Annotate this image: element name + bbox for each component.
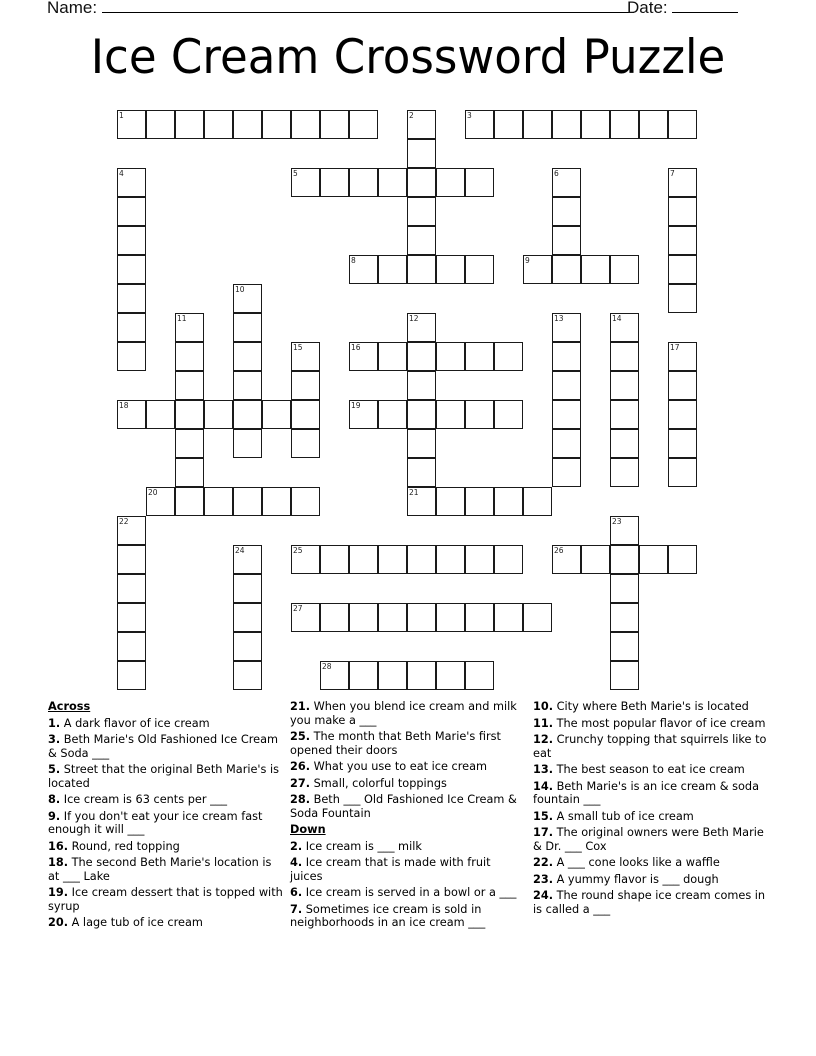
down-heading: Down xyxy=(290,823,326,836)
grid-cell[interactable] xyxy=(523,487,552,516)
grid-cell[interactable] xyxy=(407,313,436,342)
clue-item xyxy=(533,717,769,731)
grid-cell[interactable] xyxy=(436,661,465,690)
grid-cell[interactable] xyxy=(233,313,262,342)
grid-cell[interactable] xyxy=(668,168,697,197)
grid-cell[interactable] xyxy=(436,400,465,429)
clue-item xyxy=(290,760,526,774)
clue-item-text: Round, red topping xyxy=(68,839,180,853)
grid-cell[interactable] xyxy=(291,371,320,400)
grid-cell[interactable] xyxy=(117,284,146,313)
clue-number: 11 xyxy=(177,314,187,323)
clue-item-text: Beth Marie's Old Fashioned Ice Cream & Soda ___ xyxy=(48,733,279,760)
grid-cell[interactable] xyxy=(465,487,494,516)
grid-cell[interactable] xyxy=(494,400,523,429)
grid-cell[interactable] xyxy=(668,342,697,371)
grid-cell[interactable] xyxy=(320,603,349,632)
grid-cell[interactable] xyxy=(610,632,639,661)
across-clues-part2 xyxy=(290,700,526,820)
grid-cell[interactable] xyxy=(175,371,204,400)
clue-item-number: 1. xyxy=(48,716,61,730)
clue-item-text: The original owners were Beth Marie & Dr. ___ Cox xyxy=(533,826,764,853)
grid-cell[interactable] xyxy=(465,255,494,284)
grid-cell[interactable] xyxy=(233,487,262,516)
grid-cell[interactable] xyxy=(117,400,146,429)
clue-item-number: 26. xyxy=(290,760,311,773)
grid-cell[interactable] xyxy=(407,139,436,168)
clue-number: 13 xyxy=(554,314,564,323)
grid-cell[interactable] xyxy=(552,545,581,574)
grid-cell[interactable] xyxy=(610,110,639,139)
clue-number: 14 xyxy=(612,314,622,323)
clue-item xyxy=(48,856,284,883)
grid-cell[interactable] xyxy=(117,574,146,603)
grid-cell[interactable] xyxy=(349,110,378,139)
grid-cell[interactable] xyxy=(494,342,523,371)
grid-cell[interactable] xyxy=(262,110,291,139)
grid-cell[interactable] xyxy=(117,110,146,139)
clue-item xyxy=(533,733,769,760)
grid-cell[interactable] xyxy=(233,603,262,632)
grid-cell[interactable] xyxy=(291,342,320,371)
clue-number: 20 xyxy=(148,488,158,497)
grid-cell[interactable] xyxy=(552,197,581,226)
grid-cell[interactable] xyxy=(117,342,146,371)
grid-cell[interactable] xyxy=(204,110,233,139)
grid-cell[interactable] xyxy=(552,371,581,400)
clue-number: 2 xyxy=(409,111,414,120)
grid-cell[interactable] xyxy=(262,487,291,516)
grid-cell[interactable] xyxy=(668,226,697,255)
grid-cell[interactable] xyxy=(552,226,581,255)
grid-cell[interactable] xyxy=(175,110,204,139)
grid-cell[interactable] xyxy=(639,545,668,574)
grid-cell[interactable] xyxy=(610,313,639,342)
clue-item-number: 5. xyxy=(48,763,61,776)
grid-cell[interactable] xyxy=(523,603,552,632)
grid-cell[interactable] xyxy=(349,661,378,690)
grid-cell[interactable] xyxy=(668,255,697,284)
clue-item-text: Beth Marie's is an ice cream & soda fountain ___ xyxy=(533,779,760,806)
grid-cell[interactable] xyxy=(494,603,523,632)
grid-cell[interactable] xyxy=(407,197,436,226)
grid-cell[interactable] xyxy=(581,255,610,284)
grid-cell[interactable] xyxy=(233,284,262,313)
down-clues-part1 xyxy=(290,840,526,930)
page-title: Ice Cream Crossword Puzzle xyxy=(90,30,726,85)
grid-cell[interactable] xyxy=(610,255,639,284)
clue-number: 10 xyxy=(235,285,245,294)
date-label: Date: xyxy=(627,0,668,17)
grid-cell[interactable] xyxy=(291,487,320,516)
clue-number: 28 xyxy=(322,662,332,671)
grid-cell[interactable] xyxy=(117,226,146,255)
clue-number: 27 xyxy=(293,604,303,613)
clue-item-number: 15. xyxy=(533,809,554,823)
clue-item-number: 13. xyxy=(533,763,554,776)
clue-number: 21 xyxy=(409,488,419,497)
clue-item-text: Ice cream dessert that is topped with syrup xyxy=(48,886,283,913)
clue-item-number: 25. xyxy=(290,730,311,743)
grid-cell[interactable] xyxy=(465,342,494,371)
clue-item-number: 12. xyxy=(533,733,554,746)
grid-cell[interactable] xyxy=(465,545,494,574)
clues-column-3 xyxy=(533,700,769,919)
grid-cell[interactable] xyxy=(349,255,378,284)
grid-cell[interactable] xyxy=(407,400,436,429)
clue-item-number: 27. xyxy=(290,776,311,790)
clue-item xyxy=(48,793,284,807)
grid-cell[interactable] xyxy=(581,110,610,139)
grid-cell[interactable] xyxy=(610,429,639,458)
clue-number: 7 xyxy=(670,169,675,178)
clue-item-number: 17. xyxy=(533,826,554,839)
clue-number: 19 xyxy=(351,401,361,410)
clue-number: 12 xyxy=(409,314,419,323)
grid-cell[interactable] xyxy=(610,603,639,632)
clue-item-text: Ice cream is ___ milk xyxy=(302,839,422,853)
clue-item-text: Beth ___ Old Fashioned Ice Cream & Soda Fountain xyxy=(290,793,517,820)
clue-item-text: The month that Beth Marie's first opened their doors xyxy=(290,730,501,757)
grid-cell[interactable] xyxy=(523,255,552,284)
grid-cell[interactable] xyxy=(407,603,436,632)
date-blank[interactable] xyxy=(672,0,738,13)
grid-cell[interactable] xyxy=(465,168,494,197)
clue-item-number: 23. xyxy=(533,872,554,886)
grid-cell[interactable] xyxy=(436,545,465,574)
clue-number: 18 xyxy=(119,401,129,410)
date-field[interactable] xyxy=(627,0,738,18)
grid-cell[interactable] xyxy=(262,400,291,429)
clue-item-number: 19. xyxy=(48,886,69,899)
clue-item-number: 4. xyxy=(290,856,303,869)
clue-item-text: Ice cream that is made with fruit juices xyxy=(290,856,491,883)
clue-number: 24 xyxy=(235,546,245,555)
grid-cell[interactable] xyxy=(175,342,204,371)
clue-item-text: A dark flavor of ice cream xyxy=(60,716,210,730)
grid-cell[interactable] xyxy=(552,458,581,487)
grid-cell[interactable] xyxy=(175,458,204,487)
grid-cell[interactable] xyxy=(233,574,262,603)
clue-item-number: 20. xyxy=(48,916,69,929)
grid-cell[interactable] xyxy=(320,168,349,197)
grid-cell[interactable] xyxy=(349,168,378,197)
grid-cell[interactable] xyxy=(668,197,697,226)
clue-item-text: If you don't eat your ice cream fast enough it will ___ xyxy=(48,809,263,836)
clue-item xyxy=(533,763,769,777)
grid-cell[interactable] xyxy=(233,110,262,139)
grid-cell[interactable] xyxy=(610,661,639,690)
grid-cell[interactable] xyxy=(668,458,697,487)
clue-item-text: Crunchy topping that squirrels like to eat xyxy=(533,733,767,760)
grid-cell[interactable] xyxy=(378,168,407,197)
clue-item-text: The best season to eat ice cream xyxy=(553,763,745,776)
grid-cell[interactable] xyxy=(436,342,465,371)
clue-number: 4 xyxy=(119,169,124,178)
clue-item-text: When you blend ice cream and milk you make a ___ xyxy=(290,700,517,727)
clue-item-text: The round shape ice cream comes in is called a ___ xyxy=(533,889,766,916)
grid-cell[interactable] xyxy=(291,429,320,458)
grid-cell[interactable] xyxy=(233,400,262,429)
grid-cell[interactable] xyxy=(668,284,697,313)
grid-cell[interactable] xyxy=(407,487,436,516)
grid-cell[interactable] xyxy=(378,545,407,574)
clue-number: 25 xyxy=(293,546,303,555)
grid-cell[interactable] xyxy=(552,429,581,458)
clues-column-2 xyxy=(290,700,526,933)
clue-item-text: Sometimes ice cream is sold in neighborhoods in an ice cream ___ xyxy=(290,902,486,929)
grid-cell[interactable] xyxy=(320,661,349,690)
clue-item xyxy=(290,886,526,900)
grid-cell[interactable] xyxy=(233,371,262,400)
grid-cell[interactable] xyxy=(552,255,581,284)
grid-cell[interactable] xyxy=(233,429,262,458)
grid-cell[interactable] xyxy=(494,545,523,574)
grid-cell[interactable] xyxy=(610,545,639,574)
grid-cell[interactable] xyxy=(436,168,465,197)
grid-cell[interactable] xyxy=(378,603,407,632)
clue-number: 17 xyxy=(670,343,680,352)
grid-cell[interactable] xyxy=(639,110,668,139)
grid-cell[interactable] xyxy=(436,255,465,284)
grid-cell[interactable] xyxy=(291,110,320,139)
clue-number: 22 xyxy=(119,517,129,526)
grid-cell[interactable] xyxy=(146,400,175,429)
clue-number: 16 xyxy=(351,343,361,352)
grid-cell[interactable] xyxy=(668,429,697,458)
clue-number: 15 xyxy=(293,343,303,352)
grid-cell[interactable] xyxy=(233,545,262,574)
clue-item-text: A ___ cone looks like a waffle xyxy=(553,856,720,869)
grid-cell[interactable] xyxy=(407,661,436,690)
clue-item xyxy=(290,840,526,854)
clue-item-text: The most popular flavor of ice cream xyxy=(553,716,766,730)
clue-item-text: Ice cream is served in a bowl or a ___ xyxy=(302,886,517,899)
clue-item xyxy=(290,903,526,930)
clue-item-number: 7. xyxy=(290,902,303,916)
grid-cell[interactable] xyxy=(175,487,204,516)
grid-cell[interactable] xyxy=(610,371,639,400)
grid-cell[interactable] xyxy=(494,487,523,516)
down-clues-part2 xyxy=(533,700,769,916)
clue-number: 8 xyxy=(351,256,356,265)
grid-cell[interactable] xyxy=(175,313,204,342)
clue-item xyxy=(48,763,284,790)
clue-item xyxy=(290,700,526,727)
clue-item-number: 28. xyxy=(290,793,311,806)
clue-item xyxy=(290,856,526,883)
grid-cell[interactable] xyxy=(117,661,146,690)
clue-item-number: 21. xyxy=(290,700,311,713)
clue-item-number: 24. xyxy=(533,889,554,902)
grid-cell[interactable] xyxy=(552,168,581,197)
clue-item xyxy=(290,777,526,791)
grid-cell[interactable] xyxy=(610,400,639,429)
clue-item-number: 8. xyxy=(48,793,61,806)
clue-item-number: 22. xyxy=(533,856,554,869)
clue-item-number: 16. xyxy=(48,839,69,853)
across-heading: Across xyxy=(48,700,91,713)
clue-item-number: 3. xyxy=(48,733,61,746)
grid-cell[interactable] xyxy=(349,342,378,371)
grid-cell[interactable] xyxy=(668,110,697,139)
grid-cell[interactable] xyxy=(378,255,407,284)
grid-cell[interactable] xyxy=(581,545,610,574)
clue-number: 5 xyxy=(293,169,298,178)
name-field[interactable] xyxy=(47,0,634,18)
grid-cell[interactable] xyxy=(291,603,320,632)
grid-cell[interactable] xyxy=(465,110,494,139)
grid-cell[interactable] xyxy=(668,545,697,574)
grid-cell[interactable] xyxy=(407,342,436,371)
name-label: Name: xyxy=(47,0,98,17)
grid-cell[interactable] xyxy=(117,313,146,342)
clue-item-number: 18. xyxy=(48,856,69,869)
grid-cell[interactable] xyxy=(291,400,320,429)
grid-cell[interactable] xyxy=(407,110,436,139)
grid-cell[interactable] xyxy=(349,545,378,574)
grid-cell[interactable] xyxy=(552,342,581,371)
clue-item-text: Small, colorful toppings xyxy=(310,776,447,790)
grid-cell[interactable] xyxy=(117,603,146,632)
clue-item xyxy=(48,840,284,854)
grid-cell[interactable] xyxy=(291,545,320,574)
grid-cell[interactable] xyxy=(175,400,204,429)
grid-cell[interactable] xyxy=(378,400,407,429)
clue-item-text: City where Beth Marie's is located xyxy=(553,700,749,713)
clue-item xyxy=(533,700,769,714)
grid-cell[interactable] xyxy=(117,197,146,226)
clue-item xyxy=(48,717,284,731)
grid-cell[interactable] xyxy=(610,516,639,545)
clue-item xyxy=(533,810,769,824)
clue-item xyxy=(48,916,284,930)
grid-cell[interactable] xyxy=(610,342,639,371)
grid-cell[interactable] xyxy=(552,400,581,429)
grid-cell[interactable] xyxy=(407,226,436,255)
clue-item xyxy=(533,889,769,916)
clue-item-text: Street that the original Beth Marie's is located xyxy=(48,763,280,790)
grid-cell[interactable] xyxy=(407,458,436,487)
grid-cell[interactable] xyxy=(117,255,146,284)
grid-cell[interactable] xyxy=(146,110,175,139)
clue-item-number: 6. xyxy=(290,886,303,899)
grid-cell[interactable] xyxy=(117,545,146,574)
grid-cell[interactable] xyxy=(668,371,697,400)
grid-cell[interactable] xyxy=(436,487,465,516)
clue-item xyxy=(48,810,284,837)
grid-cell[interactable] xyxy=(465,661,494,690)
grid-cell[interactable] xyxy=(552,110,581,139)
grid-cell[interactable] xyxy=(407,429,436,458)
grid-cell[interactable] xyxy=(117,632,146,661)
clue-item xyxy=(533,780,769,807)
clues-column-1 xyxy=(48,700,284,933)
grid-cell[interactable] xyxy=(378,342,407,371)
name-blank[interactable] xyxy=(102,0,634,13)
clue-item xyxy=(533,826,769,853)
grid-cell[interactable] xyxy=(233,632,262,661)
grid-cell[interactable] xyxy=(320,545,349,574)
grid-cell[interactable] xyxy=(407,371,436,400)
grid-cell[interactable] xyxy=(146,487,175,516)
clue-number: 6 xyxy=(554,169,559,178)
grid-cell[interactable] xyxy=(494,110,523,139)
clue-number: 9 xyxy=(525,256,530,265)
clue-item-number: 10. xyxy=(533,700,554,713)
grid-cell[interactable] xyxy=(610,458,639,487)
clue-item-number: 9. xyxy=(48,809,61,823)
clue-item-number: 14. xyxy=(533,779,554,793)
grid-cell[interactable] xyxy=(552,313,581,342)
grid-cell[interactable] xyxy=(204,487,233,516)
clue-item-number: 2. xyxy=(290,839,303,853)
grid-cell[interactable] xyxy=(465,400,494,429)
grid-cell[interactable] xyxy=(320,110,349,139)
clue-item xyxy=(533,856,769,870)
grid-cell[interactable] xyxy=(349,603,378,632)
clue-number: 3 xyxy=(467,111,472,120)
clue-item-number: 11. xyxy=(533,716,554,730)
clue-item-text: The second Beth Marie's location is at ___ Lake xyxy=(48,856,272,883)
clue-number: 26 xyxy=(554,546,564,555)
clue-item-text: A small tub of ice cream xyxy=(553,809,694,823)
clue-number: 1 xyxy=(119,111,124,120)
grid-cell[interactable] xyxy=(436,603,465,632)
clue-item-text: What you use to eat ice cream xyxy=(310,760,488,773)
clue-item xyxy=(290,793,526,820)
grid-cell[interactable] xyxy=(465,603,494,632)
grid-cell[interactable] xyxy=(233,661,262,690)
grid-cell[interactable] xyxy=(291,168,320,197)
grid-cell[interactable] xyxy=(117,168,146,197)
grid-cell[interactable] xyxy=(407,255,436,284)
grid-cell[interactable] xyxy=(233,342,262,371)
across-clues-part1 xyxy=(48,717,284,930)
clue-item xyxy=(290,730,526,757)
clue-item-text: Ice cream is 63 cents per ___ xyxy=(60,793,228,806)
grid-cell[interactable] xyxy=(523,110,552,139)
clue-item xyxy=(48,733,284,760)
clue-item-text: A lage tub of ice cream xyxy=(68,916,203,929)
grid-cell[interactable] xyxy=(117,516,146,545)
clue-item-text: A yummy flavor is ___ dough xyxy=(553,872,719,886)
grid-cell[interactable] xyxy=(175,429,204,458)
grid-cell[interactable] xyxy=(668,400,697,429)
grid-cell[interactable] xyxy=(407,168,436,197)
grid-cell[interactable] xyxy=(407,545,436,574)
grid-cell[interactable] xyxy=(610,574,639,603)
clue-item xyxy=(48,886,284,913)
grid-cell[interactable] xyxy=(349,400,378,429)
grid-cell[interactable] xyxy=(204,400,233,429)
grid-cell[interactable] xyxy=(378,661,407,690)
clue-item xyxy=(533,873,769,887)
clue-number: 23 xyxy=(612,517,622,526)
